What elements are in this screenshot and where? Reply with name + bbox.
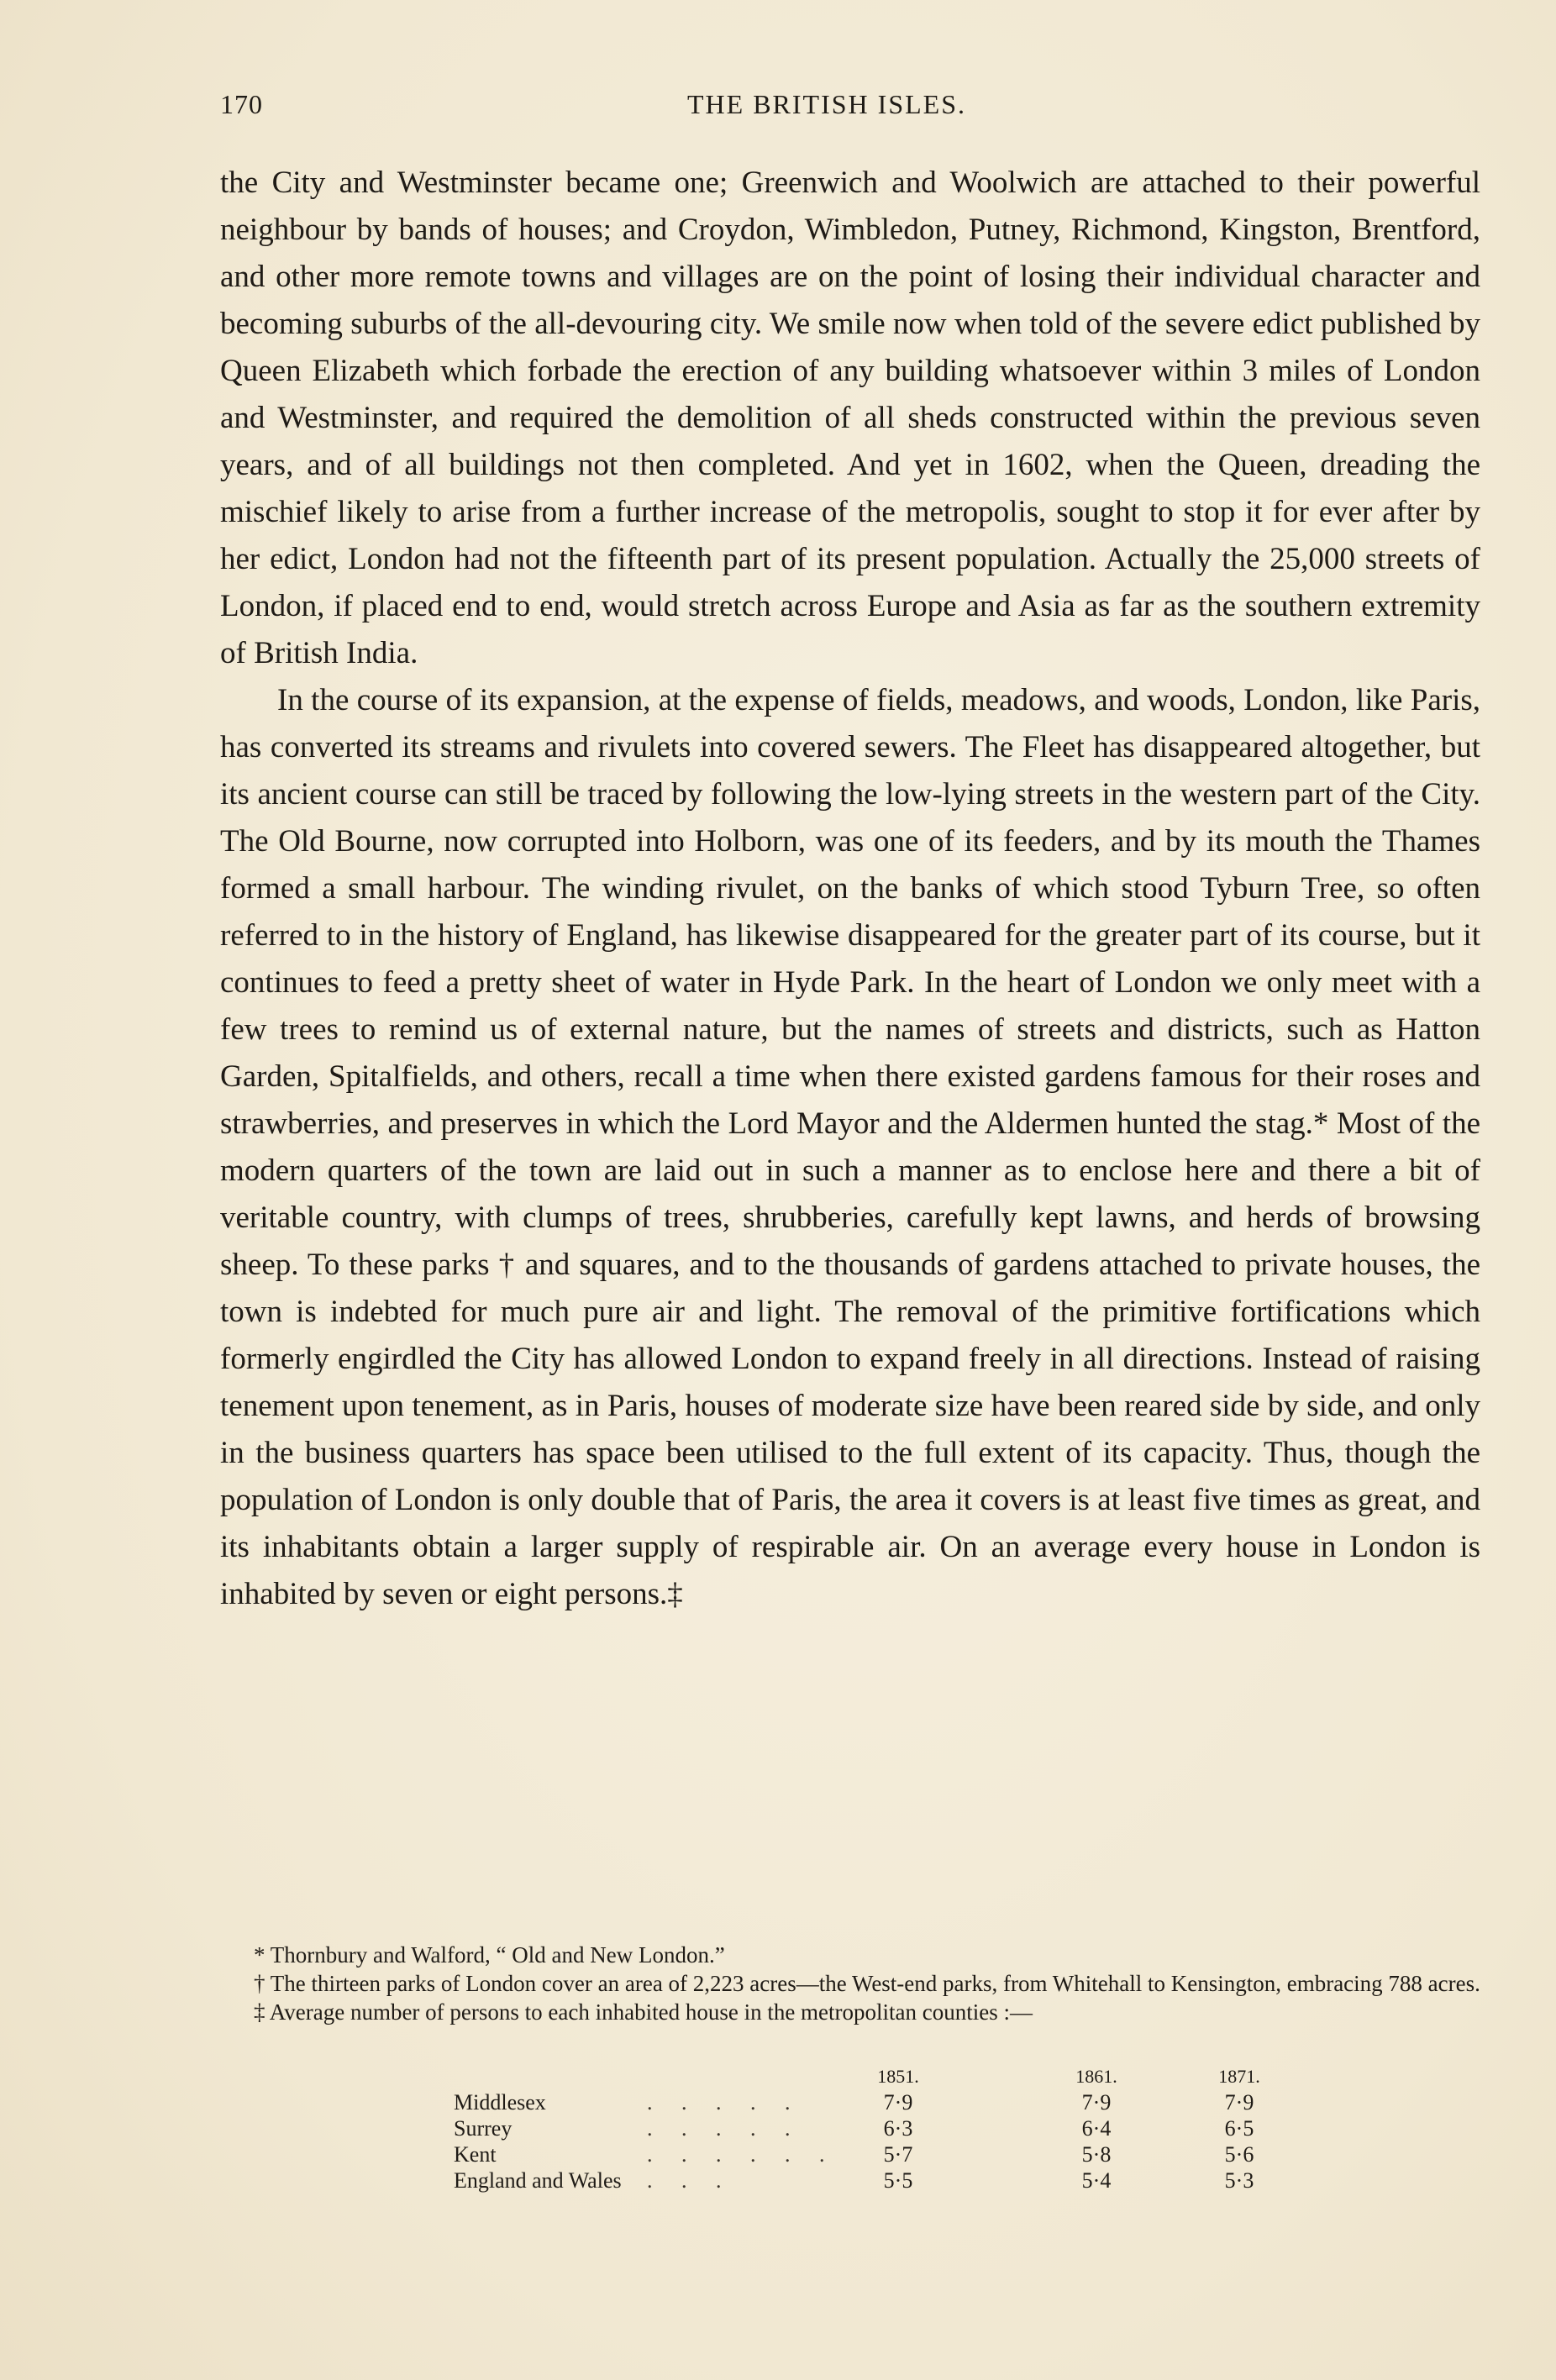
household-table (454, 2063, 1294, 2193)
year-header: 1851. (877, 2066, 919, 2087)
table-cell: 6·5 (1224, 2116, 1254, 2141)
row-label: Kent (454, 2142, 497, 2167)
table-cell: 7·9 (1224, 2090, 1254, 2115)
running-title: THE BRITISH ISLES. (687, 89, 966, 119)
paragraph: the City and Westminster became one; Greenwich and Woolwich are attached to their powerful neighbour by bands of houses; and Croydon, Wimbledon, Putney, Richmond, Kingston, Brentford, and other more remote towns and villages are on the point of losing their individual character and becoming suburbs of the all-devouring city. We smile now when told of the severe edict published by Queen Elizabeth which forbade the erection of any building whatsoever within 3 miles of London and Westminster, and required the demolition of all sheds constructed within the previous seven years, and of all buildings not then completed. And yet in 1602, when the Queen, dreading the mischief likely to arise from a further increase of the metropolis, sought to stop it for ever after by her edict, London had not the fifteenth part of its present population. Actually the 25,000 streets of London, if placed end to end, would stretch across Europe and Asia as far as the southern extremity of British India. (220, 165, 1480, 670)
table-cell: 5·4 (1081, 2168, 1112, 2193)
leader-dots: . . . . . . (647, 2142, 837, 2167)
page-header (220, 89, 1480, 131)
table-cell: 5·6 (1224, 2142, 1254, 2167)
table-row (454, 2167, 1294, 2193)
row-label: Surrey (454, 2116, 513, 2141)
table-row (454, 2141, 1294, 2167)
leader-dots: . . . (647, 2168, 733, 2193)
paragraph: In the course of its expansion, at the expense of fields, meadows, and woods, London, like Paris, has converted its streams and rivulets into covered sewers. The Fleet has disappeared altogether, but its ancient course can still be traced by following the low-lying streets in the western part of the City. The Old Bourne, now corrupted into Holborn, was one of its feeders, and by its mouth the Thames formed a small harbour. The winding rivulet, on the banks of which stood Tyburn Tree, so often referred to in the history of England, has likewise disappeared for the greater part of its course, but it continues to feed a pretty sheet of water in Hyde Park. In the heart of London we only meet with a few trees to remind us of external nature, but the names of streets and districts, such as Hatton Garden, Spitalfields, and others, recall a time when there existed gardens famous for their roses and strawberries, and preserves in which the Lord Mayor and the Aldermen hunted the stag.* Most of the modern quarters of the town are laid out in such a manner as to enclose here and there a bit of veritable country, with clumps of trees, shrubberies, carefully kept lawns, and herds of browsing sheep. To these parks † and squares, and to the thousands of gardens attached to private houses, the town is indebted for much pure air and light. The removal of the primitive fortifications which formerly engirdled the City has allowed London to expand freely in all directions. Instead of raising tenement upon tenement, as in Paris, houses of moderate size have been reared side by side, and only in the business quarters has space been utilised to the full extent of its capacity. Thus, though the population of London is only double that of Paris, the area it covers is at least five times as great, and its inhabitants obtain a larger supply of respirable air. On an average every house in London is inhabited by seven or eight persons.‡ (220, 683, 1480, 1611)
table-cell: 5·8 (1081, 2142, 1112, 2167)
year-header: 1871. (1218, 2066, 1260, 2087)
table-cell: 7·9 (883, 2090, 913, 2115)
table-cell: 6·3 (883, 2116, 913, 2141)
table-cell: 6·4 (1081, 2116, 1112, 2141)
table-cell: 5·7 (883, 2142, 913, 2167)
table-row (454, 2089, 1294, 2115)
footnote: ‡ Average number of persons to each inhabited house in the metropolitan counties :— (254, 1999, 1033, 2025)
row-label: Middlesex (454, 2090, 546, 2115)
table-cell: 5·3 (1224, 2168, 1254, 2193)
footnote: † The thirteen parks of London cover an area of 2,223 acres—the West-end parks, from Whitehall to Kensington, embracing 788 acres. (254, 1971, 1480, 1996)
page-number: 170 (220, 89, 263, 119)
body-text (220, 160, 1480, 1618)
table-cell: 7·9 (1081, 2090, 1112, 2115)
table-row (454, 2115, 1294, 2141)
leader-dots: . . . . . (647, 2090, 802, 2115)
footnote: * Thornbury and Walford, “ Old and New London.” (254, 1942, 725, 1968)
table-header-row (454, 2063, 1294, 2089)
footnotes (220, 1941, 1480, 2026)
leader-dots: . . . . . (647, 2116, 802, 2141)
year-header: 1861. (1075, 2066, 1117, 2087)
row-label: England and Wales (454, 2168, 622, 2193)
table-cell: 5·5 (883, 2168, 913, 2193)
